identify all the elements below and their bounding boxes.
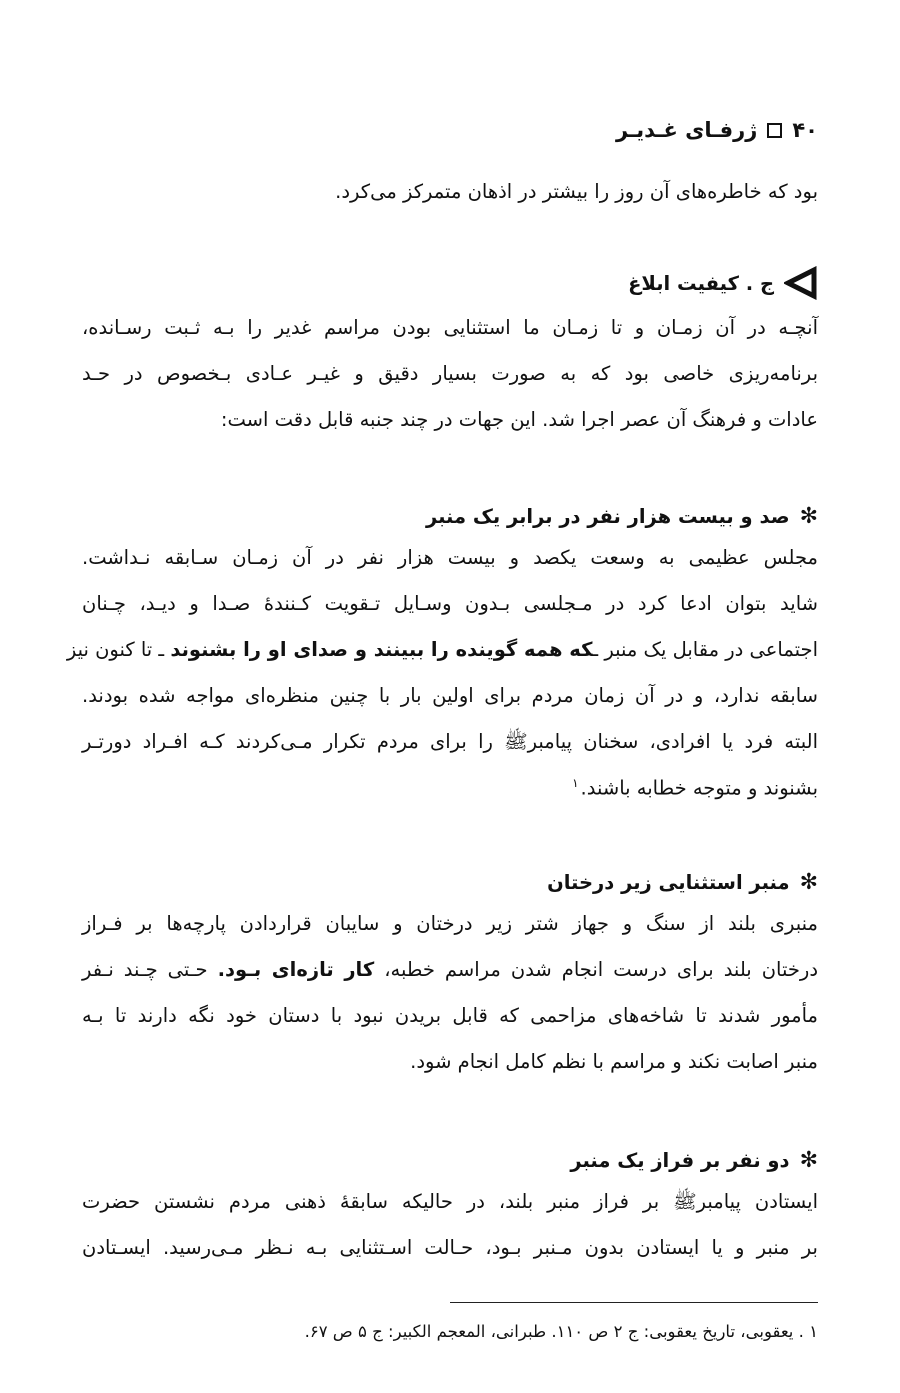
book-page [66,0,819,1393]
sub1-line [66,638,818,661]
page-number: ۴۰ [792,118,818,142]
sub3-title: دو نفر بر فراز یک منبر [570,1149,790,1172]
sub1-line: شاید بتوان ادعا کرد در مـجلسی بـدون وسـایل تـقویت کـنندهٔ صـدا و دیـد، چـنان [82,592,818,615]
asterisk-icon: ✻ [799,870,818,895]
triangle-left-outline-icon [784,266,818,300]
text-run: بشنوند و متوجه خطابه باشند. [580,776,818,800]
text-run: حـتی چـند نـفر [82,958,218,981]
sub3-line: بر منبر و یا ایستادن بدون مـنبر بـود، حـالت اسـتثنایی بـه نـظر مـی‌رسید. ایسـتادن [82,1236,818,1259]
intro-line: بود که خاطره‌های آن روز را بیشتر در اذهان متمرکز می‌کرد. [335,180,818,203]
sub2-line: منبری بلند از سنگ و جهاز شتر زیر درختان و سایبان قراردادن پارچه‌ها بر فـراز [82,912,818,935]
sub2-line: مأمور شدند تا شاخه‌های مزاحمی که قابل بریدن نبود با دستان خود نگه دارند تا بـه [82,1004,818,1027]
footnote-divider [450,1302,818,1303]
footnote-ref: ۱ [572,776,579,790]
sub1-line: البته فرد یا افرادی، سخنان پیامبرﷺ را برای مردم تکرار مـی‌کردند کـه افـراد دورتـر [82,730,818,753]
square-bullet-icon [767,123,782,138]
bold-run: کار تازه‌ای بـود. [217,958,375,981]
sub3-heading [570,1148,818,1173]
book-title: ژرفـای غـدیـر [616,118,758,142]
sub2-title: منبر استثنایی زیر درختان [547,871,790,894]
text-run: اجتماعی در مقابل یک منبر ـ [592,638,818,661]
asterisk-icon: ✻ [799,1148,818,1173]
section-c-title: ج . کیفیت ابلاغ [628,271,774,295]
sub3-line: ایستادن پیامبرﷺ بر فراز منبر بلند، در حالیکه سابقهٔ ذهنی مردم نشستن حضرت [82,1190,818,1213]
sub1-line: سابقه ندارد، و در آن زمان مردم برای اولین بار با چنین منظره‌ای مواجه شده بودند. [82,684,818,707]
text-run: ـ تا کنون نیز [66,638,171,661]
section-c-heading [628,266,818,300]
footnote: ۱ . یعقوبی، تاریخ یعقوبی: ج ۲ ص ۱۱۰. طبرانی، المعجم الکبیر: ج ۵ ص ۶۷. [304,1322,818,1341]
section-c-line: آنچـه در آن زمـان و تا زمـان ما استثنایی بودن مراسم غدیر را بـه ثـبت رسـانده، [82,316,818,339]
bold-run: که همه گوینده را ببینند و صدای او را بشنوند [170,638,593,661]
running-head [616,118,818,142]
sub2-line [82,958,818,981]
sub2-heading [547,870,818,895]
section-c-line: عادات و فرهنگ آن عصر اجرا شد. این جهات در چند جنبه قابل دقت است: [220,408,818,431]
sub2-line: منبر اصابت نکند و مراسم با نظم کامل انجام شود. [410,1050,818,1073]
sub1-line: مجلس عظیمی به وسعت یکصد و بیست هزار نفر در آن زمـان سـابقه نـداشت. [82,546,818,569]
section-c-line: برنامه‌ریزی خاصی بود که به صورت بسیار دقیق و غیـر عـادی بـخصوص در حـد [82,362,818,385]
sub1-line [572,776,818,800]
text-run: درختان بلند برای درست انجام شدن مراسم خطبه، [374,958,819,981]
sub1-title: صد و بیست هزار نفر در برابر یک منبر [425,505,790,528]
asterisk-icon: ✻ [799,504,818,529]
sub1-heading [426,504,818,529]
